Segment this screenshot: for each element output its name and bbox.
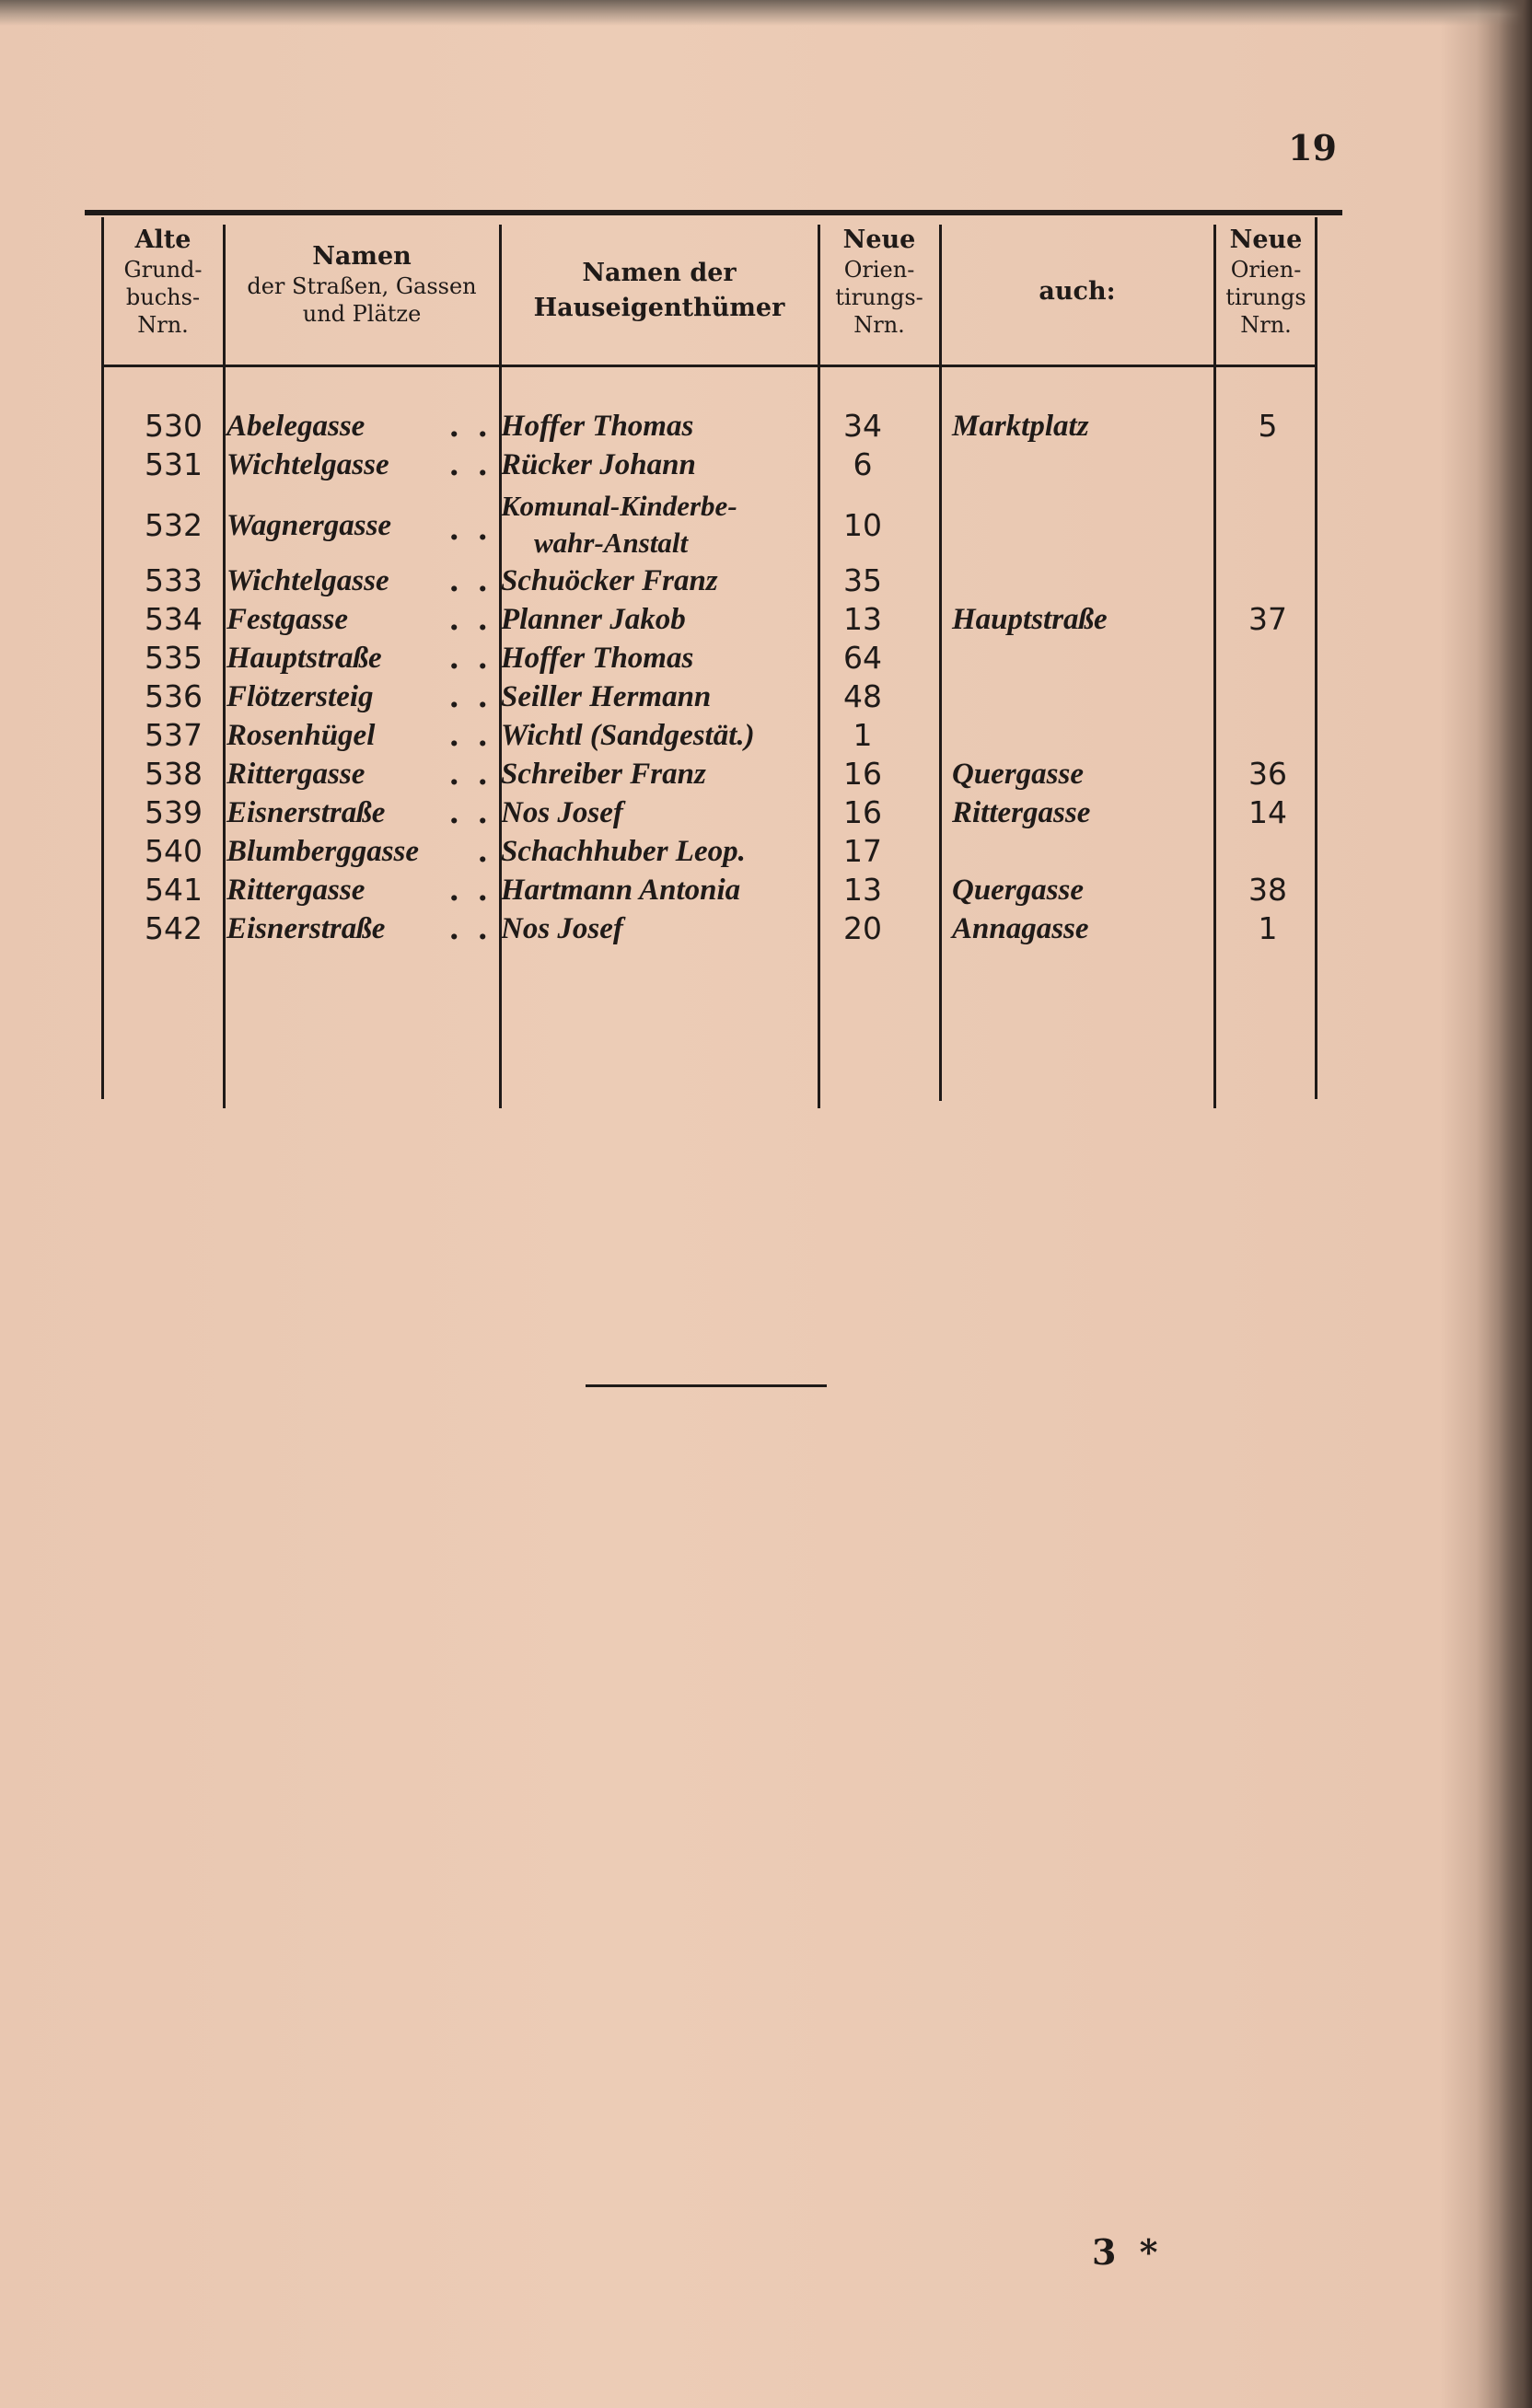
leader-dots: . . (448, 446, 492, 482)
table-row (103, 407, 1318, 446)
also-street: Rittergasse (952, 796, 1091, 829)
table-top-rule (85, 210, 1342, 215)
old-number: 534 (145, 601, 203, 637)
header-new-numbers: Neue Orien- tirungs- Nrn. (835, 226, 923, 338)
street-name: Eisnerstraße (226, 912, 386, 945)
owner-name: Rücker Johann (501, 448, 696, 481)
table-row (103, 755, 1318, 793)
street-name: Abelegasse (226, 410, 366, 443)
owner-name: Planner Jakob (501, 603, 686, 636)
new-number-2: 14 (1248, 794, 1287, 830)
new-number: 34 (843, 408, 882, 444)
table-row (103, 909, 1318, 948)
also-street: Quergasse (952, 758, 1085, 791)
new-number: 13 (843, 872, 882, 908)
new-number: 48 (843, 678, 882, 714)
street-name: Blumberggasse (226, 835, 420, 868)
page-number: 19 (1288, 127, 1337, 168)
new-number: 1 (853, 717, 873, 753)
new-number: 6 (853, 446, 873, 482)
book-spine-edge (1477, 0, 1532, 2408)
owner-name: Schreiber Franz (501, 758, 706, 791)
also-street: Quergasse (952, 874, 1085, 907)
header-also: auch: (1039, 277, 1116, 306)
old-number: 538 (145, 756, 203, 792)
owner-name: Nos Josef (501, 796, 623, 829)
old-number: 535 (145, 640, 203, 676)
table-row (103, 677, 1318, 716)
new-number: 20 (843, 910, 882, 946)
new-number: 10 (843, 507, 882, 543)
leader-dots: . . (448, 794, 492, 830)
old-number: 533 (145, 562, 203, 598)
old-number: 541 (145, 872, 203, 908)
table-row (103, 871, 1318, 909)
street-name: Wichtelgasse (226, 448, 389, 481)
owner-name: Seiller Hermann (501, 680, 712, 713)
owner-name: Hoffer Thomas (501, 642, 694, 675)
new-number: 64 (843, 640, 882, 676)
old-number: 537 (145, 717, 203, 753)
new-number-2: 37 (1248, 601, 1287, 637)
table-row (103, 446, 1318, 484)
header-new-numbers-2: Neue Orien- tirungs Nrn. (1225, 226, 1306, 338)
page-top-shadow (0, 0, 1532, 26)
new-number-2: 1 (1258, 910, 1278, 946)
old-number: 532 (145, 507, 203, 543)
new-number: 16 (843, 794, 882, 830)
owner-name: Schuöcker Franz (501, 564, 718, 597)
header-old-numbers: Alte Grund- buchs- Nrn. (123, 226, 203, 338)
leader-dots: . . (448, 601, 492, 637)
owner-name: Hoffer Thomas (501, 410, 694, 443)
section-end-rule (586, 1384, 827, 1387)
new-number: 35 (843, 562, 882, 598)
street-name: Eisnerstraße (226, 796, 386, 829)
leader-dots: . . (448, 678, 492, 714)
new-number-2: 38 (1248, 872, 1287, 908)
street-name: Rosenhügel (226, 719, 376, 752)
old-number: 536 (145, 678, 203, 714)
table-row (103, 488, 1318, 565)
street-name: Flötzersteig (226, 680, 374, 713)
leader-dots: . . (448, 408, 492, 444)
leader-dots: . . (448, 717, 492, 753)
header-bottom-rule (103, 365, 1315, 367)
new-number-2: 36 (1248, 756, 1287, 792)
table-row (103, 716, 1318, 755)
old-number: 540 (145, 833, 203, 869)
new-number: 17 (843, 833, 882, 869)
also-street: Hauptstraße (952, 603, 1108, 636)
owner-name: Hartmann Antonia (501, 874, 741, 907)
owner-name: Komunal-Kinderbe- wahr-Anstalt (501, 490, 737, 559)
table-row (103, 832, 1318, 871)
old-number: 531 (145, 446, 203, 482)
leader-dots: . (477, 833, 492, 869)
owner-name: Wichtl (Sandgestät.) (501, 719, 755, 752)
leader-dots: . . (448, 872, 492, 908)
table-row (103, 639, 1318, 677)
leader-dots: . . (448, 640, 492, 676)
also-street: Annagasse (952, 912, 1089, 945)
also-street: Marktplatz (952, 410, 1089, 443)
leader-dots: . . (448, 511, 492, 547)
old-number: 539 (145, 794, 203, 830)
old-number: 530 (145, 408, 203, 444)
table-row (103, 600, 1318, 639)
new-number-2: 5 (1258, 408, 1278, 444)
header-streets: Namen der Straßen, Gassen und Plätze (247, 242, 477, 327)
header-owners: Namen der Hauseigenthümer (533, 259, 785, 322)
leader-dots: . . (448, 562, 492, 598)
owner-name: Schachhuber Leop. (501, 835, 746, 868)
leader-dots: . . (448, 756, 492, 792)
street-name: Wichtelgasse (226, 564, 389, 597)
leader-dots: . . (448, 910, 492, 946)
street-name: Rittergasse (226, 874, 366, 907)
table-row (103, 561, 1318, 600)
street-name: Rittergasse (226, 758, 366, 791)
table-row (103, 793, 1318, 832)
old-number: 542 (145, 910, 203, 946)
new-number: 16 (843, 756, 882, 792)
printer-signature-mark: 3 * (1092, 2231, 1164, 2273)
new-number: 13 (843, 601, 882, 637)
street-name: Wagnergasse (226, 509, 392, 542)
street-name: Festgasse (226, 603, 348, 636)
street-name: Hauptstraße (226, 642, 382, 675)
owner-name: Nos Josef (501, 912, 623, 945)
